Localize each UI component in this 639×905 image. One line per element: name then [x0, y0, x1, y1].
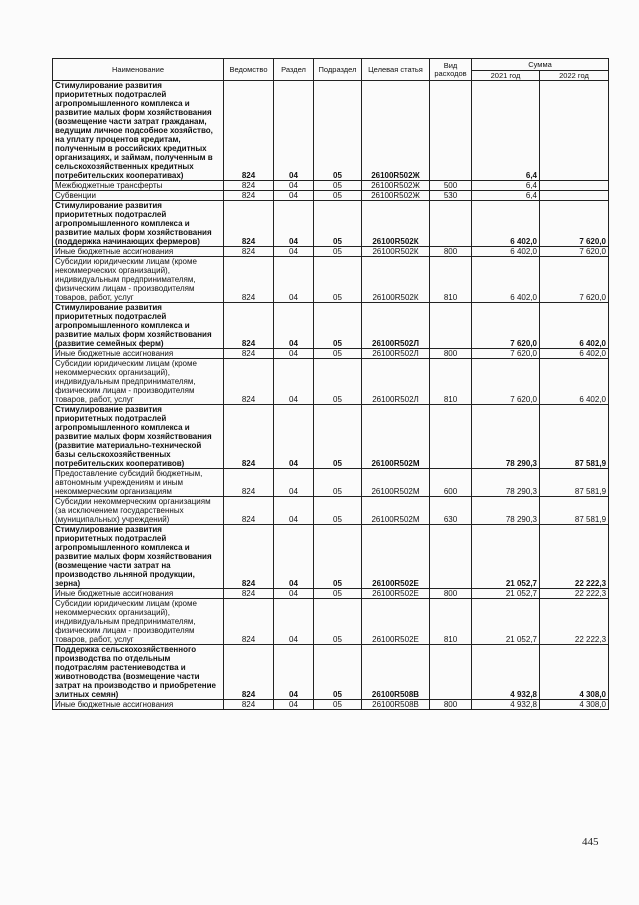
cell-subsection: 05: [314, 359, 362, 405]
cell-subsection: 05: [314, 700, 362, 710]
cell-section: 04: [274, 700, 314, 710]
table-row: [53, 405, 609, 469]
cell-subsection: 05: [314, 525, 362, 589]
cell-section: 04: [274, 257, 314, 303]
table-row: [53, 201, 609, 247]
cell-target: 26100R502Л: [362, 303, 430, 349]
cell-target: 26100R502М: [362, 497, 430, 525]
cell-name: Иные бюджетные ассигнования: [53, 700, 224, 710]
cell-subsection: 05: [314, 247, 362, 257]
cell-subsection: 05: [314, 469, 362, 497]
cell-department: 824: [224, 469, 274, 497]
cell-2022: 7 620,0: [540, 247, 609, 257]
cell-expense-type: [430, 81, 472, 181]
cell-2021: 6,4: [472, 81, 540, 181]
header-section: Раздел: [274, 59, 314, 81]
table-row: [53, 700, 609, 710]
cell-expense-type: 600: [430, 469, 472, 497]
table-row: [53, 191, 609, 201]
cell-2022: 6 402,0: [540, 303, 609, 349]
cell-expense-type: [430, 303, 472, 349]
cell-target: 26100R502Е: [362, 589, 430, 599]
cell-2021: 6,4: [472, 191, 540, 201]
cell-expense-type: 800: [430, 589, 472, 599]
cell-2021: 6,4: [472, 181, 540, 191]
cell-section: 04: [274, 525, 314, 589]
table-row: [53, 81, 609, 181]
cell-name: Поддержка сельскохозяйственного производства по отдельным подотраслям растениеводства и животноводства (возмещение части затрат на производство и приобретение элитных семян): [53, 645, 224, 700]
cell-expense-type: 810: [430, 257, 472, 303]
cell-name: Субсидии юридическим лицам (кроме некоммерческих организаций), индивидуальным предпринимателям, физическим лицам - производителям товаров, работ, услуг: [53, 359, 224, 405]
table-row: [53, 181, 609, 191]
cell-section: 04: [274, 469, 314, 497]
header-subsection: Подраздел: [314, 59, 362, 81]
header-year-2021: 2021 год: [472, 71, 540, 81]
cell-2022: 87 581,9: [540, 405, 609, 469]
cell-2021: 78 290,3: [472, 405, 540, 469]
cell-2022: 4 308,0: [540, 645, 609, 700]
header-sum: Сумма: [472, 59, 609, 71]
cell-expense-type: 810: [430, 359, 472, 405]
cell-2022: 7 620,0: [540, 257, 609, 303]
cell-2021: 6 402,0: [472, 247, 540, 257]
cell-department: 824: [224, 257, 274, 303]
cell-target: 26100R502Е: [362, 599, 430, 645]
cell-target: 26100R502Е: [362, 525, 430, 589]
cell-expense-type: 800: [430, 700, 472, 710]
cell-name: Иные бюджетные ассигнования: [53, 247, 224, 257]
cell-name: Стимулирование развития приоритетных подотраслей агропромышленного комплекса и развитие малых форм хозяйствования (возмещение части затрат на производство льняной продукции, зерна): [53, 525, 224, 589]
cell-subsection: 05: [314, 303, 362, 349]
cell-section: 04: [274, 191, 314, 201]
cell-target: 26100R502Л: [362, 359, 430, 405]
cell-name: Межбюджетные трансферты: [53, 181, 224, 191]
cell-section: 04: [274, 599, 314, 645]
cell-2021: 21 052,7: [472, 589, 540, 599]
header-department: Ведомство: [224, 59, 274, 81]
table-row: [53, 469, 609, 497]
cell-2022: [540, 191, 609, 201]
cell-subsection: 05: [314, 497, 362, 525]
cell-2022: 4 308,0: [540, 700, 609, 710]
cell-target: 26100R502М: [362, 405, 430, 469]
cell-2022: 22 222,3: [540, 525, 609, 589]
cell-2022: 87 581,9: [540, 469, 609, 497]
cell-section: 04: [274, 645, 314, 700]
table-row: [53, 525, 609, 589]
cell-department: 824: [224, 247, 274, 257]
cell-name: Стимулирование развития приоритетных подотраслей агропромышленного комплекса и развитие малых форм хозяйствования (возмещение части затрат гражданам, ведущим личное подсобное хозяйство, на уплату процентов кредитам, полученным в российских кредитных организациях, и займам, полученным в сельскохозяйственных кредитных потребительских кооперативах): [53, 81, 224, 181]
cell-subsection: 05: [314, 405, 362, 469]
cell-subsection: 05: [314, 589, 362, 599]
cell-subsection: 05: [314, 349, 362, 359]
table-header: [53, 59, 609, 81]
table-body: [53, 81, 609, 710]
table-row: [53, 497, 609, 525]
cell-name: Субвенции: [53, 191, 224, 201]
cell-section: 04: [274, 181, 314, 191]
cell-2021: 7 620,0: [472, 303, 540, 349]
cell-name: Субсидии юридическим лицам (кроме некоммерческих организаций), индивидуальным предпринимателям, физическим лицам - производителям товаров, работ, услуг: [53, 599, 224, 645]
cell-name: Субсидии юридическим лицам (кроме некоммерческих организаций), индивидуальным предпринимателям, физическим лицам - производителям товаров, работ, услуг: [53, 257, 224, 303]
table-row: [53, 247, 609, 257]
cell-subsection: 05: [314, 191, 362, 201]
cell-department: 824: [224, 349, 274, 359]
cell-expense-type: 630: [430, 497, 472, 525]
page-number: 445: [582, 836, 599, 848]
header-year-2022: 2022 год: [540, 71, 609, 81]
cell-department: 824: [224, 525, 274, 589]
header-name: Наименование: [53, 59, 224, 81]
cell-2021: 21 052,7: [472, 599, 540, 645]
cell-2021: 78 290,3: [472, 497, 540, 525]
cell-department: 824: [224, 589, 274, 599]
cell-section: 04: [274, 497, 314, 525]
cell-2022: [540, 181, 609, 191]
cell-2021: 4 932,8: [472, 700, 540, 710]
cell-expense-type: [430, 201, 472, 247]
cell-target: 26100R502Ж: [362, 191, 430, 201]
cell-section: 04: [274, 81, 314, 181]
cell-expense-type: [430, 645, 472, 700]
cell-name: Предоставление субсидий бюджетным, автономным учреждениям и иным некоммерческим организациям: [53, 469, 224, 497]
header-expense-type: Вид расходов: [430, 59, 472, 81]
cell-target: 26100R508В: [362, 645, 430, 700]
cell-subsection: 05: [314, 81, 362, 181]
table-row: [53, 645, 609, 700]
cell-department: 824: [224, 81, 274, 181]
cell-subsection: 05: [314, 645, 362, 700]
cell-name: Стимулирование развития приоритетных подотраслей агропромышленного комплекса и развитие малых форм хозяйствования (развитие материально-технической базы сельскохозяйственных потребительских кооперативов): [53, 405, 224, 469]
cell-2022: 7 620,0: [540, 201, 609, 247]
cell-2021: 21 052,7: [472, 525, 540, 589]
cell-name: Стимулирование развития приоритетных подотраслей агропромышленного комплекса и развитие малых форм хозяйствования (развитие семейных ферм): [53, 303, 224, 349]
cell-section: 04: [274, 589, 314, 599]
cell-subsection: 05: [314, 257, 362, 303]
table-row: [53, 257, 609, 303]
cell-target: 26100R502К: [362, 201, 430, 247]
cell-name: Иные бюджетные ассигнования: [53, 589, 224, 599]
cell-expense-type: 810: [430, 599, 472, 645]
cell-section: 04: [274, 349, 314, 359]
cell-target: 26100R508В: [362, 700, 430, 710]
cell-expense-type: 800: [430, 349, 472, 359]
cell-section: 04: [274, 303, 314, 349]
cell-expense-type: 500: [430, 181, 472, 191]
header-target: Целевая статья: [362, 59, 430, 81]
cell-2021: 6 402,0: [472, 257, 540, 303]
cell-2022: 6 402,0: [540, 359, 609, 405]
cell-section: 04: [274, 359, 314, 405]
table-row: [53, 599, 609, 645]
cell-section: 04: [274, 201, 314, 247]
cell-2021: 4 932,8: [472, 645, 540, 700]
cell-department: 824: [224, 405, 274, 469]
cell-department: 824: [224, 201, 274, 247]
cell-department: 824: [224, 191, 274, 201]
cell-subsection: 05: [314, 599, 362, 645]
cell-department: 824: [224, 359, 274, 405]
cell-target: 26100R502М: [362, 469, 430, 497]
cell-name: Стимулирование развития приоритетных подотраслей агропромышленного комплекса и развитие малых форм хозяйствования (поддержка начинающих фермеров): [53, 201, 224, 247]
cell-2022: 22 222,3: [540, 599, 609, 645]
cell-2021: 7 620,0: [472, 349, 540, 359]
cell-expense-type: [430, 405, 472, 469]
cell-target: 26100R502Ж: [362, 81, 430, 181]
cell-expense-type: 800: [430, 247, 472, 257]
cell-department: 824: [224, 645, 274, 700]
cell-target: 26100R502Л: [362, 349, 430, 359]
cell-target: 26100R502К: [362, 247, 430, 257]
cell-expense-type: [430, 525, 472, 589]
cell-expense-type: 530: [430, 191, 472, 201]
cell-2021: 6 402,0: [472, 201, 540, 247]
cell-department: 824: [224, 599, 274, 645]
cell-department: 824: [224, 700, 274, 710]
cell-2022: [540, 81, 609, 181]
cell-section: 04: [274, 405, 314, 469]
table-row: [53, 589, 609, 599]
cell-section: 04: [274, 247, 314, 257]
table-row: [53, 303, 609, 349]
cell-2022: 6 402,0: [540, 349, 609, 359]
cell-2022: 22 222,3: [540, 589, 609, 599]
cell-2021: 7 620,0: [472, 359, 540, 405]
cell-2021: 78 290,3: [472, 469, 540, 497]
table-row: [53, 349, 609, 359]
cell-department: 824: [224, 497, 274, 525]
cell-subsection: 05: [314, 201, 362, 247]
cell-target: 26100R502Ж: [362, 181, 430, 191]
cell-name: Субсидии некоммерческим организациям (за исключением государственных (муниципальных) учреждений): [53, 497, 224, 525]
cell-name: Иные бюджетные ассигнования: [53, 349, 224, 359]
cell-target: 26100R502К: [362, 257, 430, 303]
budget-table: [52, 58, 609, 710]
cell-department: 824: [224, 303, 274, 349]
cell-2022: 87 581,9: [540, 497, 609, 525]
cell-subsection: 05: [314, 181, 362, 191]
cell-department: 824: [224, 181, 274, 191]
table-row: [53, 359, 609, 405]
